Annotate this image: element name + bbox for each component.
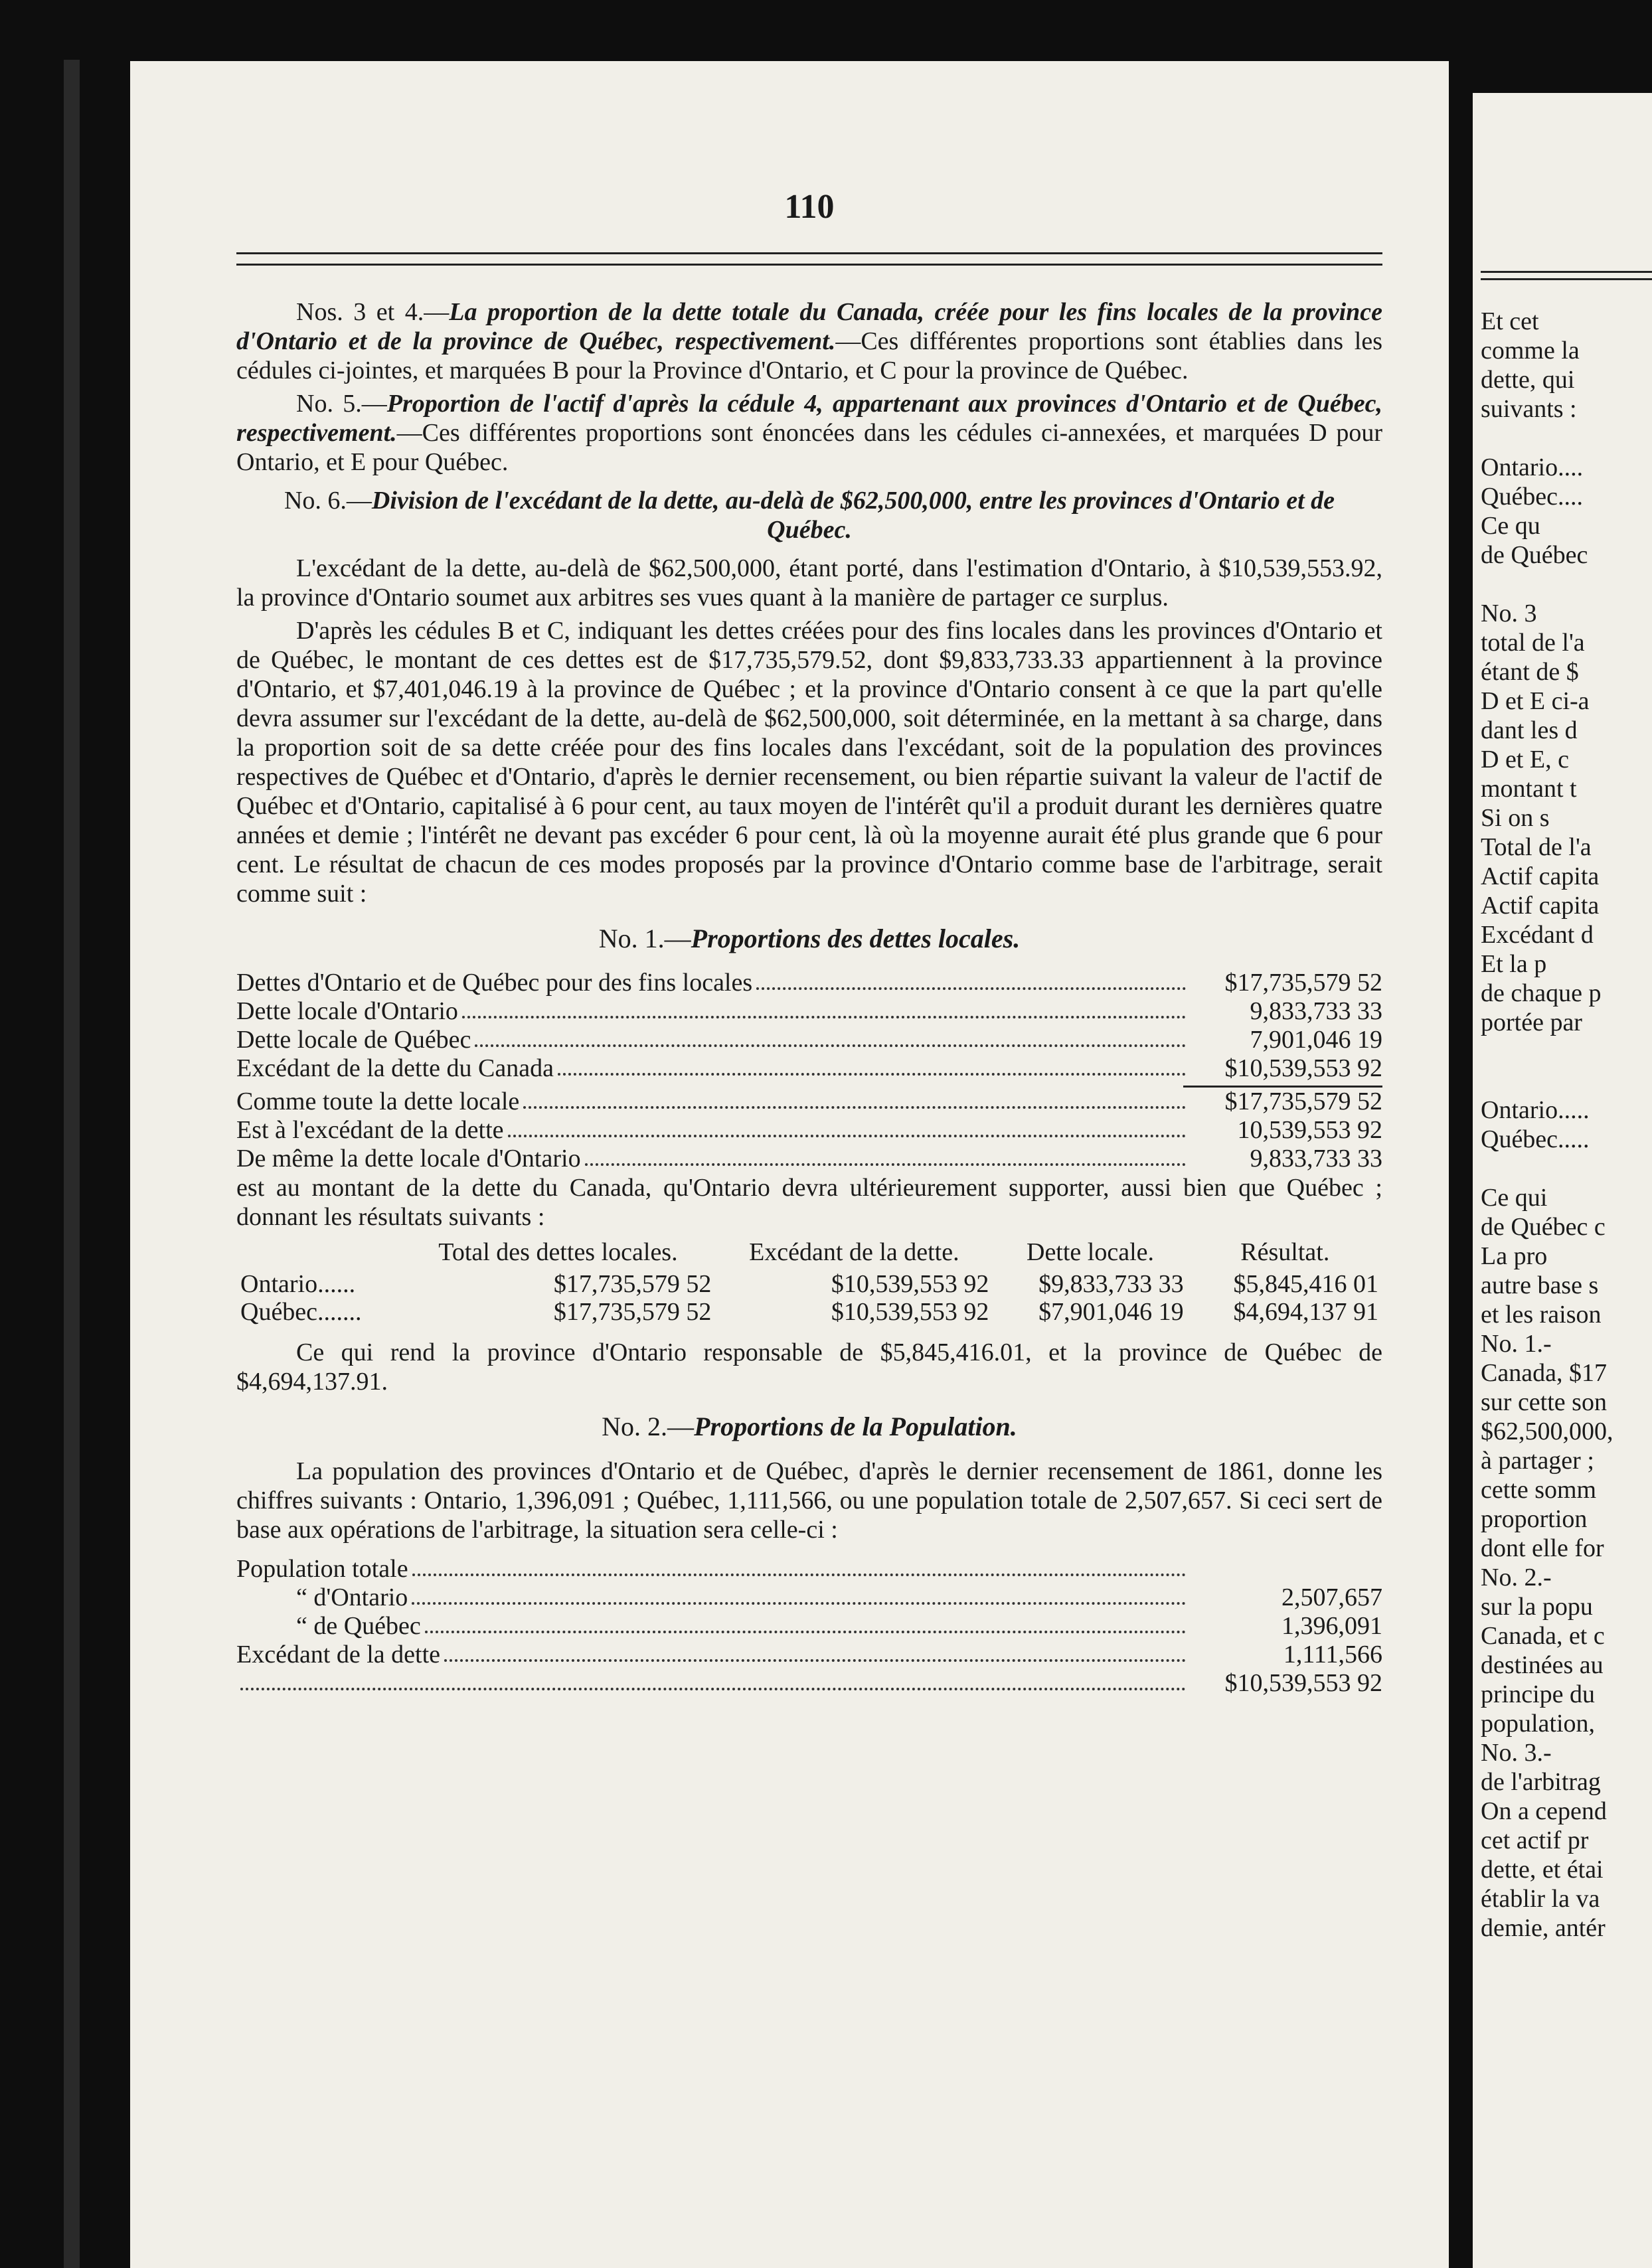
adjacent-line: No. 2.- [1481,1564,1552,1591]
section-2-heading [236,1411,1382,1442]
ledger-row [236,1583,1382,1612]
adjacent-line: à partager ; [1481,1447,1594,1475]
adjacent-line: Ce qu [1481,512,1540,540]
adjacent-line: de l'arbitrag [1481,1768,1601,1796]
paragraph-body: —Ces différentes proportions sont énoncées dans les cédules ci-annexées, et marquées D pour Ontario, et E pour Québec. [236,419,1382,476]
adjacent-line: autre base s [1481,1271,1599,1299]
adjacent-line: dette, qui [1481,366,1575,394]
ledger-value: $10,539,553 92 [1224,1669,1382,1697]
ledger-label: Est à l'excédant de la dette [236,1116,504,1144]
adjacent-line: Et la p [1481,950,1547,978]
adjacent-line: On a cepend [1481,1797,1607,1825]
adjacent-line: Excédant d [1481,921,1594,949]
ledger-label: Dette locale de Québec [236,1026,471,1054]
paragraph-body: —Ces différentes proportions sont établies dans les cédules ci-jointes, et marquées B pour la Province d'Ontario, et C pour la province de Québec. [236,327,1382,384]
ledger-row [236,1116,1382,1145]
heading-title: Proportions de la Population. [694,1412,1017,1441]
ledger-label: Comme toute la dette locale [236,1088,520,1115]
adjacent-page [1473,93,1652,2268]
section-1-rows-a [236,969,1382,1083]
results-row-label: Québec....... [240,1298,362,1326]
adjacent-line: dont elle for [1481,1534,1604,1562]
adjacent-line [1481,1037,1652,1066]
adjacent-line: sur la popu [1481,1593,1593,1621]
results-cell: $5,845,416 01 [1233,1270,1378,1298]
adjacent-line: Actif capita [1481,862,1600,890]
section-1-after-text: est au montant de la dette du Canada, qu'Ontario devra ultérieurement supporter, aussi bien que Québec ; donnant les résultats suivants : [236,1174,1382,1231]
adjacent-line: principe du [1481,1680,1596,1708]
adjacent-line: cette somm [1481,1476,1597,1504]
results-row [236,1270,1382,1298]
ledger-label: Excédant de la dette du Canada [236,1054,554,1082]
adjacent-line [1481,1154,1652,1183]
adjacent-line: Total de l'a [1481,833,1592,861]
ledger-label: Population totale [236,1555,408,1583]
ledger-label: “ d'Ontario [296,1583,408,1611]
adjacent-line: Ontario.... [1481,453,1584,481]
adjacent-line: sur cette son [1481,1388,1607,1416]
document-page [130,61,1449,2268]
leader-dots [558,1054,1186,1076]
adjacent-line: et les raison [1481,1301,1602,1329]
results-cell: $7,901,046 19 [1038,1298,1184,1326]
paragraph-lead: Nos. 3 et 4.— [296,298,450,326]
heading-title: Proportions des dettes locales. [691,924,1021,953]
section-1-conclusion: Ce qui rend la province d'Ontario responsable de $5,845,416.01, et la province de Québec de $4,694,137.91. [236,1338,1382,1396]
adjacent-line: Canada, et c [1481,1622,1605,1650]
leader-dots [444,1641,1186,1662]
paragraph-no-5 [236,389,1382,477]
ledger-label: Dette locale d'Ontario [236,997,458,1025]
paragraph-nos-3-4 [236,297,1382,385]
ledger-label: Excédant de la dette [236,1641,441,1668]
ledger-value: $10,539,553 92 [1224,1054,1382,1082]
leader-dots [240,1669,1186,1690]
adjacent-line: No. 3.- [1481,1739,1552,1767]
ledger-row [236,969,1382,997]
leader-dots [523,1088,1186,1109]
results-cell: $10,539,553 92 [831,1298,989,1326]
ledger-value: 2,507,657 [1281,1583,1382,1611]
adjacent-line: total de l'a [1481,629,1585,657]
results-header-cell [236,1238,401,1270]
ledger-value: $17,735,579 52 [1224,1088,1382,1115]
adjacent-line: de chaque p [1481,979,1602,1007]
leader-dots [756,969,1186,990]
section-2-rows [236,1555,1382,1698]
section-1-rows-b [236,1088,1382,1173]
ledger-row [236,1612,1382,1641]
ledger-value: 9,833,733 33 [1250,1145,1382,1173]
adjacent-line: montant t [1481,775,1577,803]
adjacent-line: destinées au [1481,1651,1604,1679]
results-row [236,1298,1382,1326]
results-header-cell: Excédant de la dette. [749,1238,959,1266]
adjacent-line: portée par [1481,1009,1582,1036]
page-number: 110 [784,188,835,226]
leader-dots [425,1612,1186,1633]
ledger-value: 1,396,091 [1281,1612,1382,1640]
paragraph-title: Proportion de l'actif d'après la cédule 4, appartenant aux provinces d'Ontario et de Québec, respectivement. [236,390,1382,447]
results-header-cell: Dette locale. [1027,1238,1155,1266]
adjacent-line: No. 3 [1481,600,1537,627]
adjacent-line: Ce qui [1481,1184,1548,1212]
results-header-cell: Résultat. [1240,1238,1330,1266]
adjacent-line [1481,1066,1652,1095]
results-table [236,1238,1382,1326]
adjacent-line: Et cet [1481,307,1539,335]
adjacent-line: cet actif pr [1481,1826,1589,1854]
leader-dots [508,1116,1187,1137]
section-1-heading [236,923,1382,954]
ledger-row [236,1641,1382,1669]
heading-title: Division de l'excédant de la dette, au-delà de $62,500,000, entre les provinces d'Ontario et de Québec. [371,487,1335,544]
book-spine [64,60,80,2268]
adjacent-line: demie, antér [1481,1914,1606,1942]
adjacent-line: No. 1.- [1481,1330,1552,1358]
adjacent-line: Québec..... [1481,1125,1590,1153]
adjacent-line: Actif capita [1481,892,1600,920]
ledger-value: 7,901,046 19 [1250,1026,1382,1054]
paragraph-title: La proportion de la dette totale du Canada, créée pour les fins locales de la province d'Ontario et de la province de Québec, respectivement. [236,298,1382,355]
results-header-cell: Total des dettes locales. [438,1238,678,1266]
leader-dots [475,1026,1186,1047]
adjacent-line [1481,570,1652,599]
adjacent-page-text [1473,271,1652,1943]
adjacent-line: Ontario..... [1481,1096,1590,1124]
adjacent-line: D et E ci-a [1481,687,1590,715]
spacer [236,1548,1382,1555]
leader-dots [412,1555,1186,1576]
leader-dots [462,997,1186,1018]
ledger-value [1190,1555,1382,1583]
adjacent-line: comme la [1481,337,1580,364]
adjacent-line: Canada, $17 [1481,1359,1607,1387]
adjacent-line: établir la va [1481,1885,1600,1913]
ledger-row [236,1088,1382,1116]
adjacent-header-rule [1481,271,1652,280]
heading-lead: No. 2.— [602,1412,695,1441]
results-cell: $10,539,553 92 [831,1270,989,1298]
results-cell: $4,694,137 91 [1233,1298,1378,1326]
paragraph-lead: No. 5.— [296,390,387,418]
adjacent-line: de Québec [1481,541,1588,569]
results-table-header [236,1238,1382,1270]
adjacent-line [1481,424,1652,453]
adjacent-line: $62,500,000, [1481,1418,1613,1445]
section-2-text: La population des provinces d'Ontario et de Québec, d'après le dernier recensement de 1861, donne les chiffres suivants : Ontario, 1,396,091 ; Québec, 1,111,566, ou une population totale de 2,507,657. Si ceci sert de base aux opérations de l'arbitrage, la situation sera celle-ci : [236,1457,1382,1544]
ledger-value: $17,735,579 52 [1224,969,1382,997]
adjacent-line: de Québec c [1481,1213,1606,1241]
heading-no-6 [263,486,1356,544]
adjacent-line: Si on s [1481,804,1550,832]
ledger-value: 1,111,566 [1283,1641,1382,1668]
ledger-row [236,1555,1382,1583]
ledger-row [236,1145,1382,1173]
results-cell: $9,833,733 33 [1038,1270,1184,1298]
adjacent-line: population, [1481,1710,1596,1738]
adjacent-line: Québec.... [1481,483,1584,511]
heading-lead: No. 6.— [284,487,372,515]
ledger-label: Dettes d'Ontario et de Québec pour des fins locales [236,969,753,997]
ledger-row [236,997,1382,1026]
adjacent-line: dette, et étai [1481,1856,1604,1884]
results-cell: $17,735,579 52 [553,1298,712,1326]
adjacent-line: D et E, c [1481,746,1569,773]
adjacent-line: proportion [1481,1505,1588,1533]
heading-lead: No. 1.— [598,924,691,953]
paragraph-excedant: L'excédant de la dette, au-delà de $62,500,000, étant porté, dans l'estimation d'Ontario, à $10,539,553.92, la province d'Ontario soumet aux arbitres ses vues quant à la manière de partager ce surplus. [236,554,1382,611]
header-rule [236,252,1382,266]
adjacent-line: étant de $ [1481,658,1579,686]
adjacent-line: La pro [1481,1242,1548,1270]
ledger-value: 10,539,553 92 [1237,1116,1382,1144]
ledger-row [236,1054,1382,1083]
ledger-value: 9,833,733 33 [1250,997,1382,1025]
results-table-body [236,1270,1382,1326]
ledger-label: De même la dette locale d'Ontario [236,1145,581,1173]
ledger-label: “ de Québec [296,1612,421,1640]
adjacent-line: dant les d [1481,716,1578,744]
adjacent-line: suivants : [1481,395,1577,423]
page-content [236,61,1382,1698]
leader-dots [585,1145,1186,1166]
leader-dots [412,1583,1186,1605]
paragraph-cedules: D'après les cédules B et C, indiquant les dettes créées pour des fins locales dans les provinces d'Ontario et de Québec, le montant de ces dettes est de $17,735,579.52, dont $9,833,733.33 appartiennent à la province d'Ontario, et $7,401,046.19 à la province de Québec ; et la province d'Ontario consent à ce que la part qu'elle devra assumer sur l'excédant de la dette, au-delà de $62,500,000, soit déterminée, en la mettant à sa charge, dans la proportion soit de sa dette créée pour des fins locales dans l'excédant, soit de la population des provinces respectives de Québec et d'Ontario, d'après le dernier recensement, ou bien répartie suivant la valeur de l'actif de Québec et d'Ontario, capitalisé à 6 pour cent, au taux moyen de l'intérêt qu'il a produit durant les dernières quatre années et demie ; l'intérêt ne devant pas excéder 6 pour cent, là où la moyenne aurait été plus grande que 6 pour cent. Le résultat de chacun de ces modes proposés par la province d'Ontario comme base de l'arbitrage, serait comme suit : [236,617,1382,908]
ledger-row [236,1026,1382,1054]
results-row-label: Ontario...... [240,1270,356,1298]
results-cell: $17,735,579 52 [553,1270,712,1298]
ledger-row [236,1669,1382,1698]
